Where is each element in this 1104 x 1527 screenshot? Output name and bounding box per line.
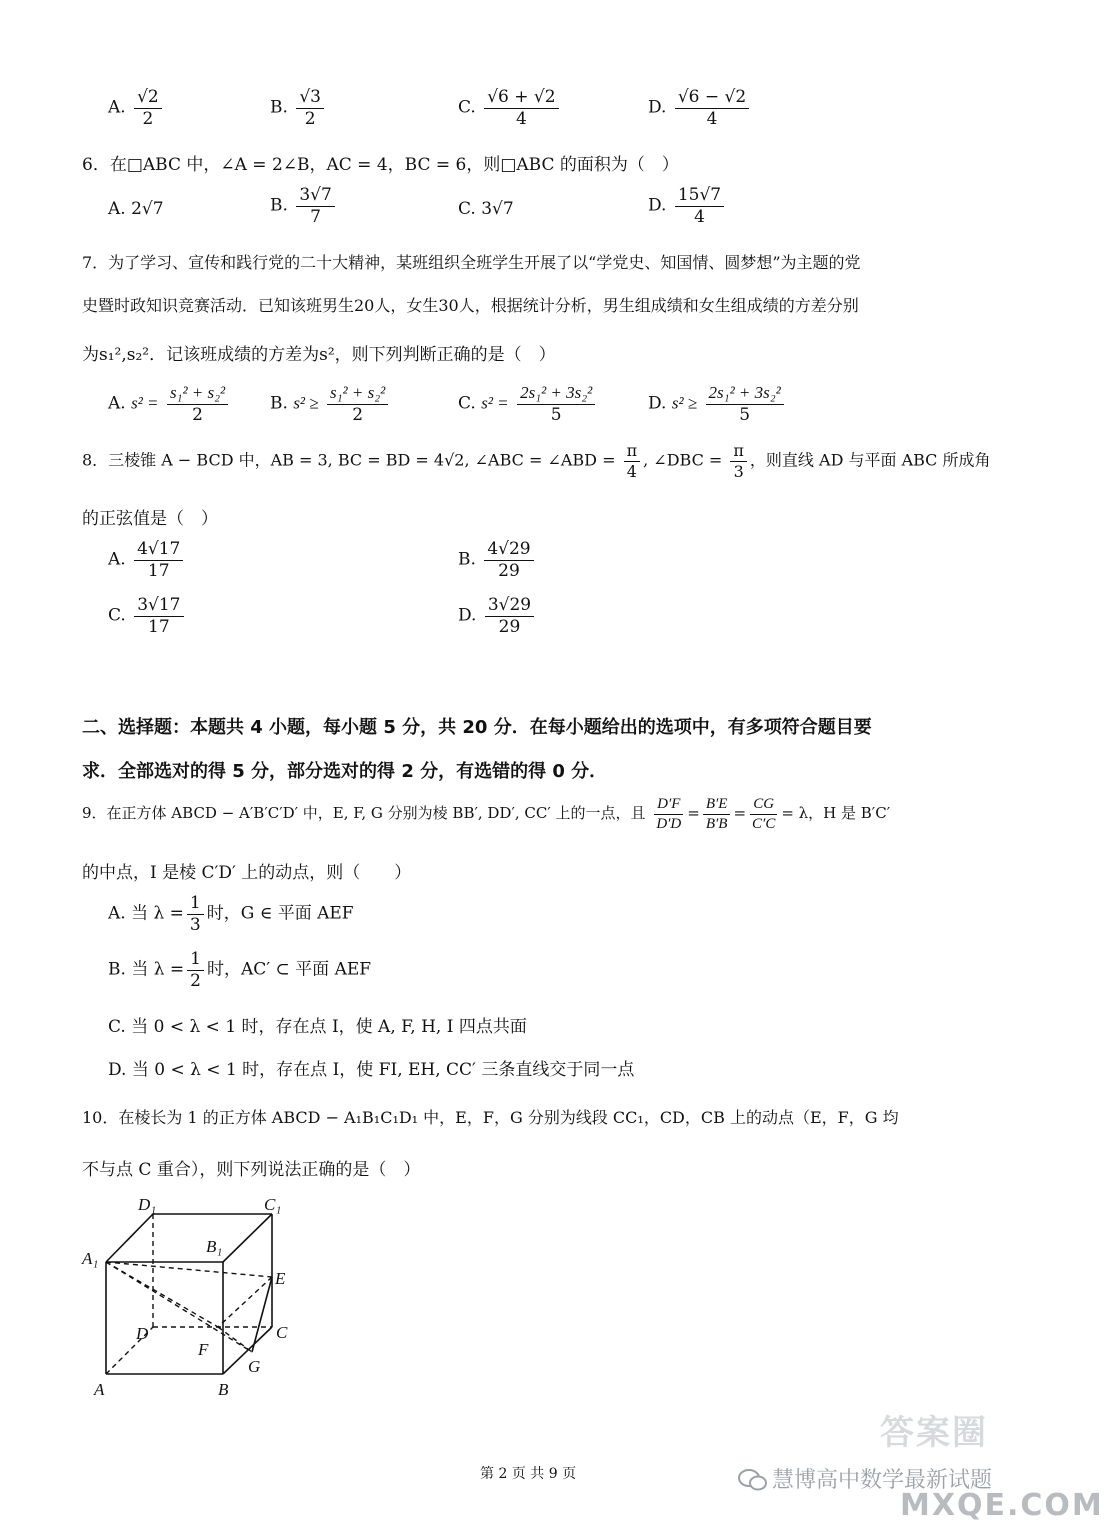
dashed-a1-e xyxy=(106,1262,272,1277)
option-post: 时，AC′ ⊂ 平面 AEF xyxy=(206,959,372,980)
watermark-stamp-text: 答案圈 xyxy=(880,1413,988,1453)
edge-b1-c1 xyxy=(223,1214,272,1262)
denominator: 7 xyxy=(310,206,321,227)
option-label: A. xyxy=(108,97,126,118)
q7-line3: 为s₁²,s₂²．记该班成绩的方差为s²，则下列判断正确的是（ ） xyxy=(82,345,556,365)
fraction xyxy=(675,186,724,226)
fraction xyxy=(187,950,204,990)
numerator: 2s₁² + 3s₂² xyxy=(706,384,784,405)
section2-heading-line1: 二、选择题：本题共 4 小题，每小题 5 分，共 20 分．在每小题给出的选项中，有多项符合题目要 xyxy=(82,717,872,738)
denominator: 17 xyxy=(148,616,170,637)
cube-figure xyxy=(78,1192,318,1402)
fraction xyxy=(703,796,731,832)
q8-option-a xyxy=(108,540,186,580)
fraction xyxy=(484,88,558,128)
denominator: 4 xyxy=(694,206,705,227)
numerator: CG xyxy=(750,796,777,815)
q9-option-a xyxy=(108,894,354,934)
q8-stem-mid: , ∠DBC = xyxy=(643,450,723,470)
label-b1: B₁ xyxy=(206,1237,223,1256)
label-c: C xyxy=(276,1323,288,1342)
q6-stem: 6．在□ABC 中，∠A = 2∠B，AC = 4，BC = 6，则□ABC 的面积为（ ） xyxy=(82,155,679,175)
option-text: 当 0 < λ < 1 时，存在点 I，使 A, F, H, I 四点共面 xyxy=(131,1017,527,1037)
numerator: 4√29 xyxy=(484,540,533,561)
option-label: C. xyxy=(458,97,476,118)
fraction xyxy=(134,540,183,580)
option-lhs: s² = xyxy=(481,393,509,413)
q10-line1: 10．在棱长为 1 的正方体 ABCD − A₁B₁C₁D₁ 中，E，F，G 分别为线段 CC₁，CD，CB 上的动点（E，F，G 均 xyxy=(82,1108,899,1127)
fraction xyxy=(296,88,324,128)
q8-option-c xyxy=(108,596,187,636)
segment-e-g xyxy=(252,1277,272,1352)
option-label: B. xyxy=(458,549,476,570)
label-b: B xyxy=(218,1380,229,1399)
watermark-stamp xyxy=(880,1405,1060,1465)
edge-a1-d1 xyxy=(106,1214,153,1262)
q7-option-b xyxy=(270,384,391,424)
q7-line1: 7．为了学习、宣传和践行党的二十大精神，某班组织全班学生开展了以“学党史、知国情、圆梦想”为主题的党 xyxy=(82,253,861,272)
numerator: B′E xyxy=(703,796,731,815)
q7-option-c xyxy=(458,384,598,424)
numerator: √6 − √2 xyxy=(675,88,749,109)
dashed-a1-g xyxy=(106,1262,252,1352)
option-label: C. xyxy=(108,1017,126,1037)
dashed-a1-f xyxy=(106,1262,218,1327)
q5-option-b xyxy=(270,88,327,128)
numerator: π xyxy=(624,442,641,462)
q9-stem-post: = λ，H 是 B′C′ xyxy=(781,804,891,822)
q9-stem-pre: 9．在正方体 ABCD − A′B′C′D′ 中，E, F, G 分别为棱 BB′, DD′, CC′ 上的一点，且 xyxy=(82,804,646,822)
fraction xyxy=(706,384,784,424)
option-label: D. xyxy=(648,195,667,216)
denominator: 3 xyxy=(189,914,201,935)
fraction xyxy=(167,384,228,424)
denominator: 3 xyxy=(733,461,744,481)
fraction xyxy=(653,796,684,832)
numerator: s₁² + s₂² xyxy=(167,384,228,405)
q6-option-c xyxy=(458,186,514,232)
label-c1: C₁ xyxy=(264,1195,282,1214)
q7-option-a xyxy=(108,384,231,424)
fraction xyxy=(749,796,778,832)
q6-option-a xyxy=(108,186,164,232)
fraction xyxy=(517,384,595,424)
q9-line2: 的中点，I 是棱 C′D′ 上的动点，则（ ） xyxy=(82,863,412,883)
option-label: A. xyxy=(108,549,126,570)
denominator: C′C xyxy=(752,815,776,832)
q7-line2: 史暨时政知识竞赛活动．已知该班男生20人，女生30人，根据统计分析，男生组成绩和女生组成绩的方差分别 xyxy=(82,296,859,315)
fraction xyxy=(134,596,183,636)
denominator: 4 xyxy=(515,108,527,129)
fraction xyxy=(134,88,162,128)
dashed-e-f xyxy=(218,1277,272,1327)
fraction xyxy=(675,88,749,128)
denominator: 2 xyxy=(352,404,364,425)
numerator: 3√17 xyxy=(134,596,183,617)
option-lhs: s² = xyxy=(131,393,159,413)
denominator: 2 xyxy=(304,108,316,129)
label-f: F xyxy=(198,1340,209,1359)
label-g: G xyxy=(248,1357,261,1376)
option-label: D. xyxy=(108,1060,127,1080)
option-text: 2√7 xyxy=(131,199,164,219)
numerator: 15√7 xyxy=(675,186,724,207)
option-label: A. xyxy=(108,393,126,414)
q8-option-b xyxy=(458,540,537,580)
option-label: A. xyxy=(108,199,126,219)
q8-stem xyxy=(82,442,991,480)
q10-line2: 不与点 C 重合），则下列说法正确的是（ ） xyxy=(82,1160,421,1180)
denominator: 5 xyxy=(550,404,562,425)
fraction xyxy=(327,384,388,424)
option-label: C. xyxy=(458,199,476,219)
q9-option-b xyxy=(108,950,371,990)
denominator: 4 xyxy=(706,108,718,129)
option-lhs: s² ≥ xyxy=(671,393,698,413)
numerator: 4√17 xyxy=(134,540,183,561)
denominator: B′B xyxy=(705,815,728,832)
fraction xyxy=(484,540,533,580)
numerator: s₁² + s₂² xyxy=(327,384,388,405)
fraction xyxy=(296,186,334,226)
numerator: √2 xyxy=(134,88,162,109)
option-label: D. xyxy=(648,393,667,414)
option-label: C. xyxy=(458,393,476,414)
q8-option-d xyxy=(458,596,537,636)
q7-option-d xyxy=(648,384,787,424)
numerator: 3√29 xyxy=(485,596,534,617)
q8-stem-post: ，则直线 AD 与平面 ABC 所成角 xyxy=(749,450,991,470)
denominator: D′D xyxy=(656,815,682,832)
label-a: A xyxy=(94,1380,105,1399)
denominator: 17 xyxy=(147,560,170,581)
option-label: B. xyxy=(270,195,288,216)
q5-option-d xyxy=(648,88,752,128)
numerator: 1 xyxy=(187,894,204,915)
label-a1: A₁ xyxy=(82,1249,99,1268)
q9-stem: 9．在正方体 ABCD − A′B′C′D′ 中，E, F, G 分别为棱 BB′, DD′, CC′ 上的一点，且 $\frac{D'F}{D'D}$ = $\frac{B'E}{B'B}$ = $\frac{CG}{C'C}$ = λ，H 是 B′C′ xyxy=(82,796,891,832)
denominator: 2 xyxy=(190,970,201,991)
option-label: B. xyxy=(270,393,288,414)
option-label: A. xyxy=(108,903,126,924)
denominator: 2 xyxy=(142,108,154,129)
q6-option-d xyxy=(648,186,727,226)
denominator: 29 xyxy=(498,616,521,637)
denominator: 29 xyxy=(498,560,520,581)
numerator: π xyxy=(730,442,747,462)
option-label: D. xyxy=(458,605,477,626)
fraction xyxy=(485,596,534,636)
q8-line2: 的正弦值是（ ） xyxy=(82,509,218,529)
fraction xyxy=(187,894,204,934)
numerator: 2s₁² + 3s₂² xyxy=(517,384,595,405)
section2-heading-line2: 求．全部选对的得 5 分，部分选对的得 2 分，有选错的得 0 分． xyxy=(82,761,608,782)
q9-option-d xyxy=(108,1055,634,1080)
page-number: 第 2 页 共 9 页 xyxy=(480,1466,577,1482)
fraction xyxy=(624,442,641,480)
fraction xyxy=(730,442,747,480)
label-d: D xyxy=(136,1324,149,1343)
option-lhs: s² ≥ xyxy=(293,393,319,413)
label-d1: D₁ xyxy=(138,1195,157,1214)
q8-stem-pre: 8．三棱锥 A − BCD 中，AB = 3, BC = BD = 4√2, ∠ABC = ∠ABD = xyxy=(82,450,616,470)
q5-option-c xyxy=(458,88,562,128)
denominator: 4 xyxy=(626,461,637,481)
q9-option-c xyxy=(108,1012,527,1037)
option-post: 时，G ∈ 平面 AEF xyxy=(206,903,354,924)
denominator: 2 xyxy=(192,404,203,425)
q5-option-a xyxy=(108,88,165,128)
option-label: B. xyxy=(108,959,126,980)
denominator: 5 xyxy=(739,404,751,425)
numerator: 3√7 xyxy=(296,186,334,207)
q6-option-b xyxy=(270,186,338,226)
option-label: D. xyxy=(648,97,667,118)
option-text: 当 0 < λ < 1 时，存在点 I，使 FI, EH, CC′ 三条直线交于同一点 xyxy=(131,1060,635,1080)
watermark-account: 慧博高中数学最新试题 xyxy=(772,1468,993,1493)
numerator: D′F xyxy=(654,796,683,815)
option-label: C. xyxy=(108,605,126,626)
wechat-icon xyxy=(738,1468,768,1497)
watermark-site: MXQE.COM xyxy=(900,1488,1104,1523)
option-pre: 当 λ = xyxy=(131,903,184,924)
option-pre: 当 λ = xyxy=(131,959,185,980)
numerator: 1 xyxy=(187,950,204,971)
option-text: 3√7 xyxy=(481,199,514,219)
numerator: √6 + √2 xyxy=(484,88,558,109)
option-label: B. xyxy=(270,97,288,118)
numerator: √3 xyxy=(296,88,324,109)
label-e: E xyxy=(275,1269,286,1288)
